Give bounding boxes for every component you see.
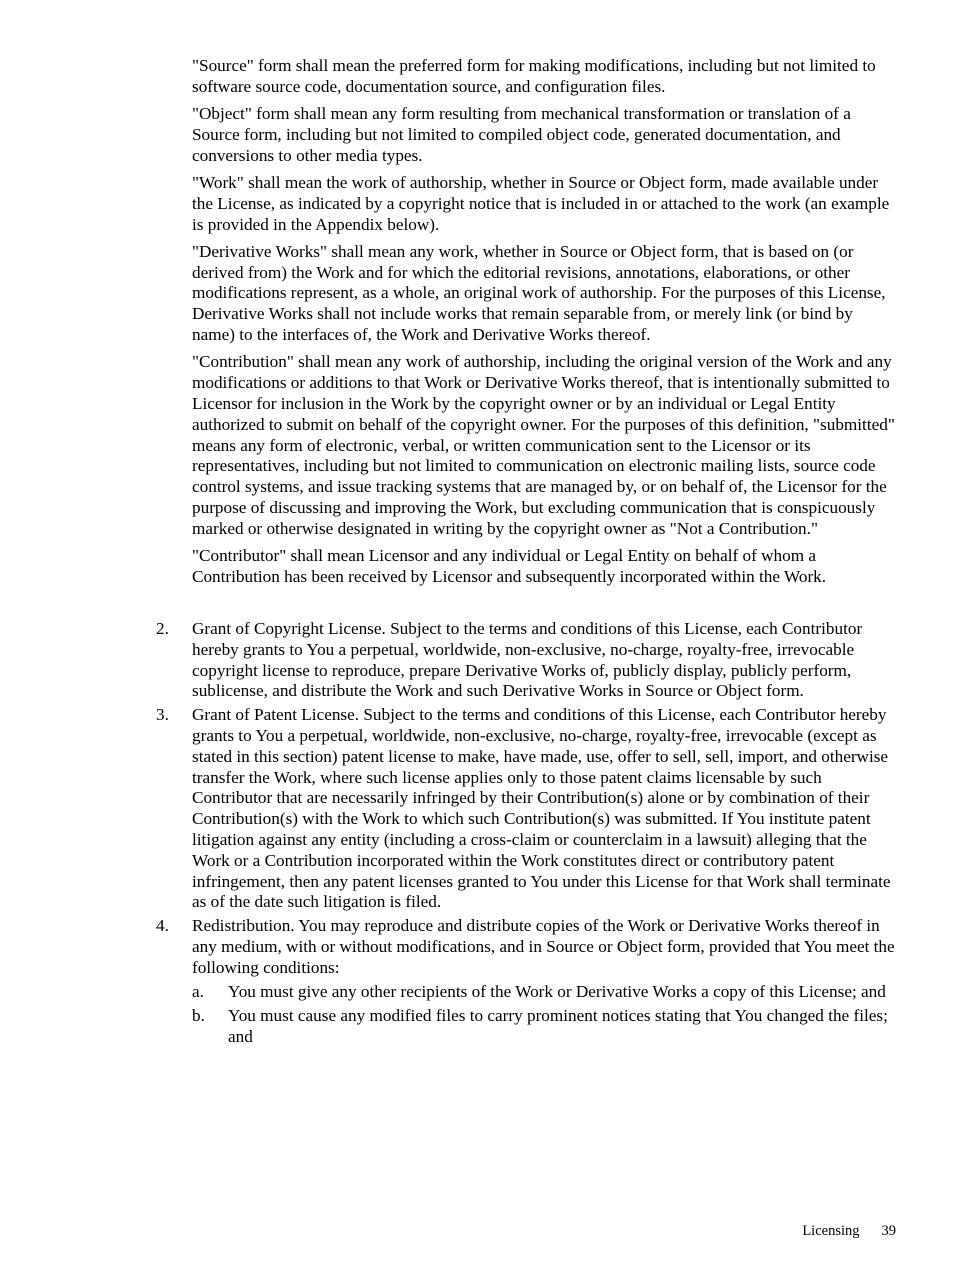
subitem-a bbox=[192, 982, 898, 1003]
section-2 bbox=[152, 619, 898, 702]
section-3 bbox=[152, 705, 898, 913]
subitem-b bbox=[192, 1006, 898, 1048]
definition-work: "Work" shall mean the work of authorship, whether in Source or Object form, made available under the License, as indicated by a copyright notice that is included in or attached to the work (an example is provided in the Appendix below). bbox=[192, 172, 890, 234]
page-footer bbox=[802, 1221, 896, 1241]
definition-object: "Object" form shall mean any form resulting from mechanical transformation or translation of a Source form, including but not limited to compiled object code, generated documentation, and conversions to other media types. bbox=[192, 104, 851, 165]
definitions-block bbox=[192, 56, 898, 594]
subitem-letter: b. bbox=[192, 1005, 205, 1025]
subitem-text: You must cause any modified files to carry prominent notices stating that You changed the files; and bbox=[228, 1005, 888, 1046]
subitem-text: You must give any other recipients of the Work or Derivative Works a copy of this License; and bbox=[228, 981, 886, 1001]
section-4 bbox=[152, 916, 898, 1047]
section-text: Grant of Patent License. Subject to the terms and conditions of this License, each Contributor hereby grants to You a perpetual, worldwide, non-exclusive, no-charge, royalty-free, irrevocable (except as stated in this section) patent license to make, have made, use, offer to sell, sell, import, and otherwise transfer the Work, where such license applies only to those patent claims licensable by such Contributor that are necessarily infringed by their Contribution(s) alone or by combination of their Contribution(s) with the Work to which such Contribution(s) was submitted. If You institute patent litigation against any entity (including a cross-claim or counterclaim in a lawsuit) alleging that the Work or a Contribution incorporated within the Work constitutes direct or contributory patent infringement, then any patent licenses granted to You under this License for that Work shall terminate as of the date such litigation is filed. bbox=[192, 705, 891, 912]
definition-contribution: "Contribution" shall mean any work of authorship, including the original version of the Work and any modifications or additions to that Work or Derivative Works thereof, that is intentionally submitted to Licensor for inclusion in the Work by the copyright owner or by an individual or Legal Entity authorized to submit on behalf of the copyright owner. For the purposes of this definition, "submitted" means any form of electronic, verbal, or written communication sent to the Licensor or its representatives, including but not limited to communication on electronic mailing lists, source code control systems, and issue tracking systems that are managed by, or on behalf of, the Licensor for the purpose of discussing and improving the Work, but excluding communication that is conspicuously marked or otherwise designated in writing by the copyright owner as "Not a Contribution." bbox=[192, 352, 895, 538]
page-number: 39 bbox=[881, 1223, 896, 1239]
definition-contributor: "Contributor" shall mean Licensor and any individual or Legal Entity on behalf of whom a Contribution has been received by Licensor and subsequently incorporated within the Work. bbox=[192, 546, 827, 586]
section-number: 3. bbox=[156, 705, 169, 725]
section-number: 4. bbox=[156, 916, 169, 936]
section-text: Redistribution. You may reproduce and distribute copies of the Work or Derivative Works thereof in any medium, with or without modifications, and in Source or Object form, provided that You meet the following conditions: bbox=[192, 916, 895, 977]
numbered-sections bbox=[152, 619, 898, 1051]
definition-source: "Source" form shall mean the preferred form for making modifications, including but not limited to software source code, documentation source, and configuration files. bbox=[192, 56, 876, 96]
definition-derivative-works: "Derivative Works" shall mean any work, whether in Source or Object form, that is based on (or derived from) the Work and for which the editorial revisions, annotations, elaborations, or other modifications represent, as a whole, an original work of authorship. For the purposes of this License, Derivative Works shall not include works that remain separable from, or merely link (or bind by name) to the interfaces of, the Work and Derivative Works thereof. bbox=[192, 241, 886, 345]
subitem-letter: a. bbox=[192, 981, 204, 1001]
subitem-list bbox=[192, 982, 898, 1048]
footer-section-title: Licensing bbox=[802, 1223, 860, 1239]
section-text: Grant of Copyright License. Subject to the terms and conditions of this License, each Contributor hereby grants to You a perpetual, worldwide, non-exclusive, no-charge, royalty-free, irrevocable copyright license to reproduce, prepare Derivative Works of, publicly display, publicly perform, sublicense, and distribute the Work and such Derivative Works in Source or Object form. bbox=[192, 619, 863, 701]
section-number: 2. bbox=[156, 619, 169, 638]
